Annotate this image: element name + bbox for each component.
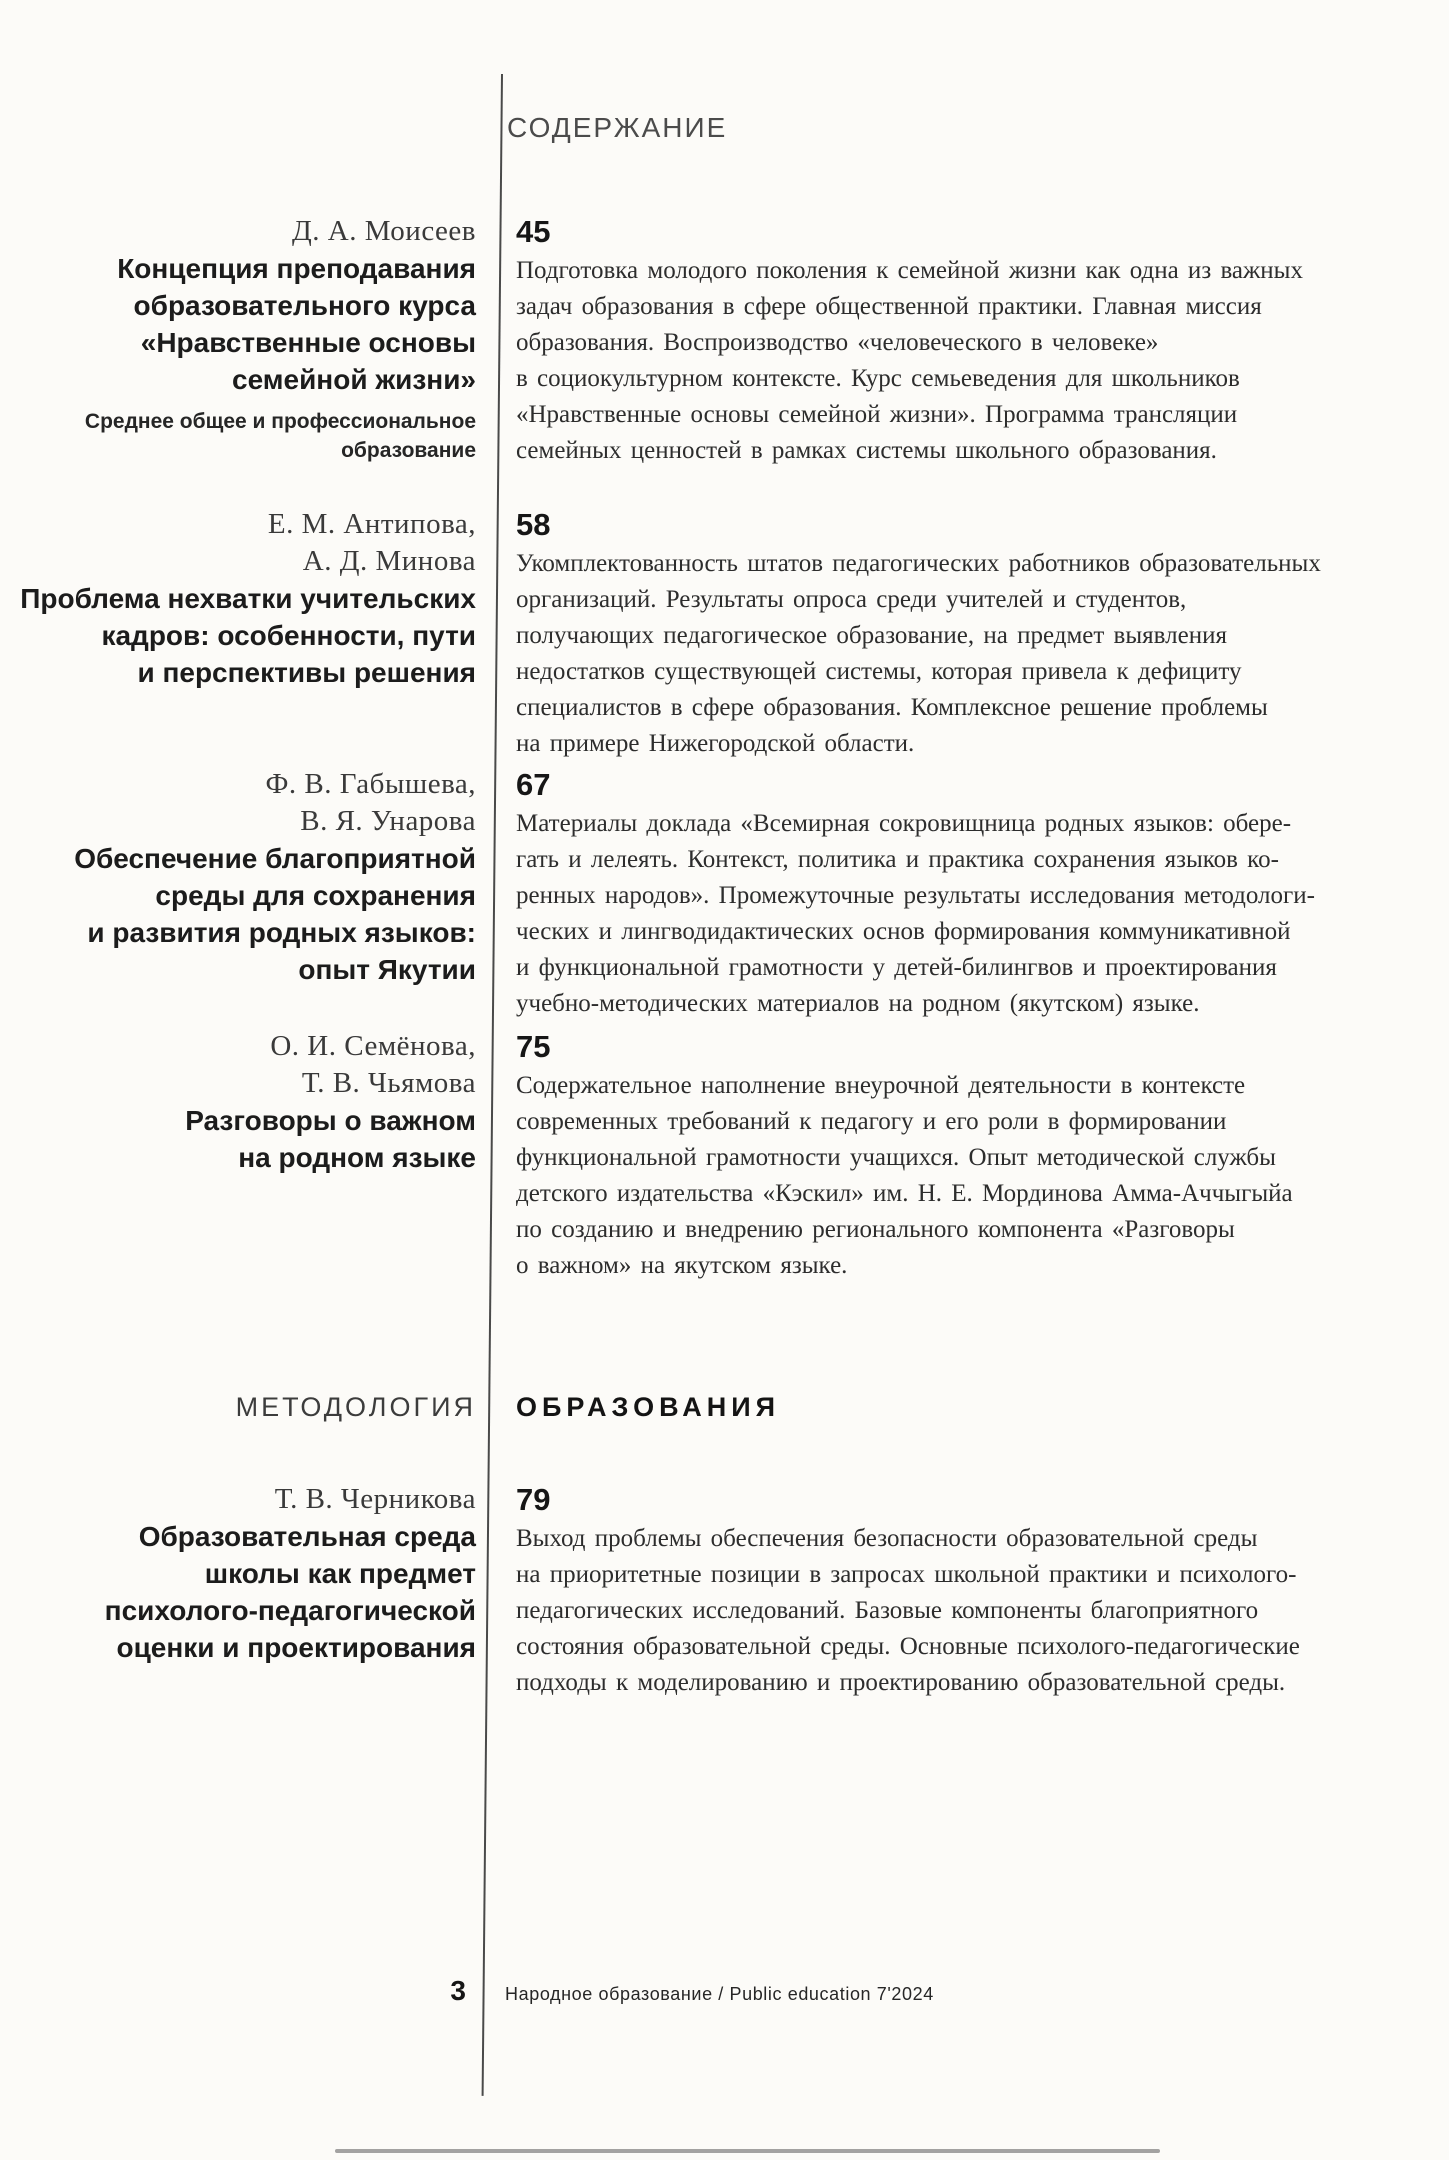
author-line: Д. А. Моисеев: [292, 215, 476, 247]
author-line: А. Д. Минова: [302, 545, 476, 577]
entry-annotation: [516, 1521, 1366, 1701]
entry-authors: [0, 213, 476, 250]
annotation-line: семейных ценностей в рамках системы школьного образования.: [516, 437, 1217, 464]
entry-right-column: [516, 1481, 1366, 1701]
subtitle-line: Среднее общее и профессиональное: [84, 410, 476, 433]
section-heading-right: ОБРАЗОВАНИЯ: [516, 1392, 781, 1422]
title-line: и перспективы решения: [137, 657, 476, 688]
entry-left-column: [0, 1028, 490, 1176]
entry-left-column: [0, 213, 490, 465]
entry-annotation: [516, 546, 1366, 762]
footer-page-number: 3: [450, 1975, 466, 2006]
entry-right-column: [516, 506, 1366, 762]
toc-entry: [0, 213, 1449, 469]
annotation-line: получающих педагогическое образование, на предмет выявления: [516, 622, 1227, 649]
entry-right-column: [516, 766, 1366, 1022]
toc-entry: [0, 506, 1449, 762]
author-line: О. И. Семёнова,: [270, 1030, 476, 1062]
annotation-line: по созданию и внедрению регионального компонента «Разговоры: [516, 1216, 1235, 1243]
toc-entry: [0, 1481, 1449, 1701]
annotation-line: состояния образовательной среды. Основные психолого-педагогические: [516, 1633, 1300, 1660]
entry-right-column: [516, 1028, 1366, 1284]
section-heading-left: МЕТОДОЛОГИЯ: [235, 1392, 476, 1422]
annotation-line: специалистов в сфере образования. Комплексное решение проблемы: [516, 694, 1268, 721]
annotation-line: задач образования в сфере общественной практики. Главная миссия: [516, 293, 1262, 320]
title-line: психолого-педагогической: [104, 1595, 476, 1626]
title-line: школы как предмет: [204, 1558, 476, 1589]
entry-page-number: 75: [516, 1029, 551, 1064]
annotation-line: образования. Воспроизводство «человеческого в человеке»: [516, 329, 1159, 356]
annotation-line: «Нравственные основы семейной жизни». Программа трансляции: [516, 401, 1238, 428]
subtitle-line: образование: [341, 439, 476, 462]
annotation-line: Содержательное наполнение внеурочной деятельности в контексте: [516, 1072, 1246, 1099]
annotation-line: функциональной грамотности учащихся. Опыт методической службы: [516, 1144, 1276, 1171]
author-line: В. Я. Унарова: [300, 805, 476, 837]
title-line: кадров: особенности, пути: [101, 620, 476, 651]
annotation-line: Укомплектованность штатов педагогических работников образовательных: [516, 550, 1321, 577]
footer-journal-line: Народное образование / Public education 7'2024: [505, 1984, 934, 2004]
entry-left-column: [0, 506, 490, 691]
footer: [0, 1975, 1449, 2007]
title-line: семейной жизни»: [232, 364, 476, 395]
title-line: Обеспечение благоприятной: [74, 843, 476, 874]
title-line: «Нравственные основы: [140, 327, 476, 358]
scan-edge-artifact: [335, 2149, 1160, 2153]
entry-right-column: [516, 213, 1366, 469]
annotation-line: организаций. Результаты опроса среди учителей и студентов,: [516, 586, 1187, 613]
title-line: образовательного курса: [133, 290, 476, 321]
annotation-line: подходы к моделированию и проектированию образовательной среды.: [516, 1669, 1286, 1696]
entry-annotation: [516, 806, 1366, 1022]
entry-annotation: [516, 253, 1366, 469]
annotation-line: Материалы доклада «Всемирная сокровищница родных языков: обере-: [516, 810, 1292, 837]
title-line: Разговоры о важном: [185, 1105, 476, 1136]
entry-title: [0, 250, 476, 398]
title-line: опыт Якутии: [298, 954, 476, 985]
toc-heading: СОДЕРЖАНИЕ: [507, 112, 728, 143]
entry-left-column: [0, 766, 490, 988]
title-line: оценки и проектирования: [116, 1632, 476, 1663]
author-line: Т. В. Чьямова: [301, 1067, 476, 1099]
annotation-line: на приоритетные позиции в запросах школьной практики и психолого-: [516, 1561, 1297, 1588]
annotation-line: учебно-методических материалов на родном (якутском) языке.: [516, 990, 1200, 1017]
title-line: Концепция преподавания: [117, 253, 476, 284]
annotation-line: педагогических исследований. Базовые компоненты благоприятного: [516, 1597, 1259, 1624]
entry-title: [0, 840, 476, 988]
entry-authors: [0, 1028, 476, 1102]
entry-authors: [0, 766, 476, 840]
annotation-line: Выход проблемы обеспечения безопасности образовательной среды: [516, 1525, 1258, 1552]
toc-entry: [0, 766, 1449, 1022]
annotation-line: Подготовка молодого поколения к семейной жизни как одна из важных: [516, 257, 1303, 284]
toc-entry: [0, 1028, 1449, 1284]
title-line: на родном языке: [238, 1142, 476, 1173]
entry-authors: [0, 506, 476, 580]
entry-page-number: 67: [516, 767, 551, 802]
title-line: среды для сохранения: [155, 880, 476, 911]
annotation-line: в социокультурном контексте. Курс семьеведения для школьников: [516, 365, 1240, 392]
entry-page-number: 45: [516, 214, 551, 249]
entry-left-column: [0, 1481, 490, 1666]
author-line: Т. В. Черникова: [274, 1483, 476, 1515]
annotation-line: на примере Нижегородской области.: [516, 730, 915, 757]
title-line: Образовательная среда: [138, 1521, 476, 1552]
annotation-line: ческих и лингводидактических основ формирования коммуникативной: [516, 918, 1291, 945]
annotation-line: детского издательства «Кэскил» им. Н. Е. Мординова Амма-Аччыгыйа: [516, 1180, 1293, 1207]
section-heading: [0, 1392, 1449, 1423]
entry-title: [0, 1518, 476, 1666]
entry-title: [0, 580, 476, 691]
entry-page-number: 58: [516, 507, 551, 542]
annotation-line: и функциональной грамотности у детей-билингвов и проектирования: [516, 954, 1277, 981]
entry-annotation: [516, 1068, 1366, 1284]
annotation-line: недостатков существующей системы, которая привела к дефициту: [516, 658, 1242, 685]
author-line: Ф. В. Габышева,: [265, 768, 476, 800]
title-line: и развития родных языков:: [87, 917, 476, 948]
entry-title: [0, 1102, 476, 1176]
annotation-line: ренных народов». Промежуточные результаты исследования методологи-: [516, 882, 1315, 909]
title-line: Проблема нехватки учительских: [20, 583, 476, 614]
author-line: Е. М. Антипова,: [267, 508, 476, 540]
annotation-line: о важном» на якутском языке.: [516, 1252, 848, 1279]
entry-authors: [0, 1481, 476, 1518]
annotation-line: гать и лелеять. Контекст, политика и практика сохранения языков ко-: [516, 846, 1279, 873]
annotation-line: современных требований к педагогу и его роли в формировании: [516, 1108, 1227, 1135]
entry-page-number: 79: [516, 1482, 551, 1517]
entry-subtitle: [0, 407, 476, 465]
